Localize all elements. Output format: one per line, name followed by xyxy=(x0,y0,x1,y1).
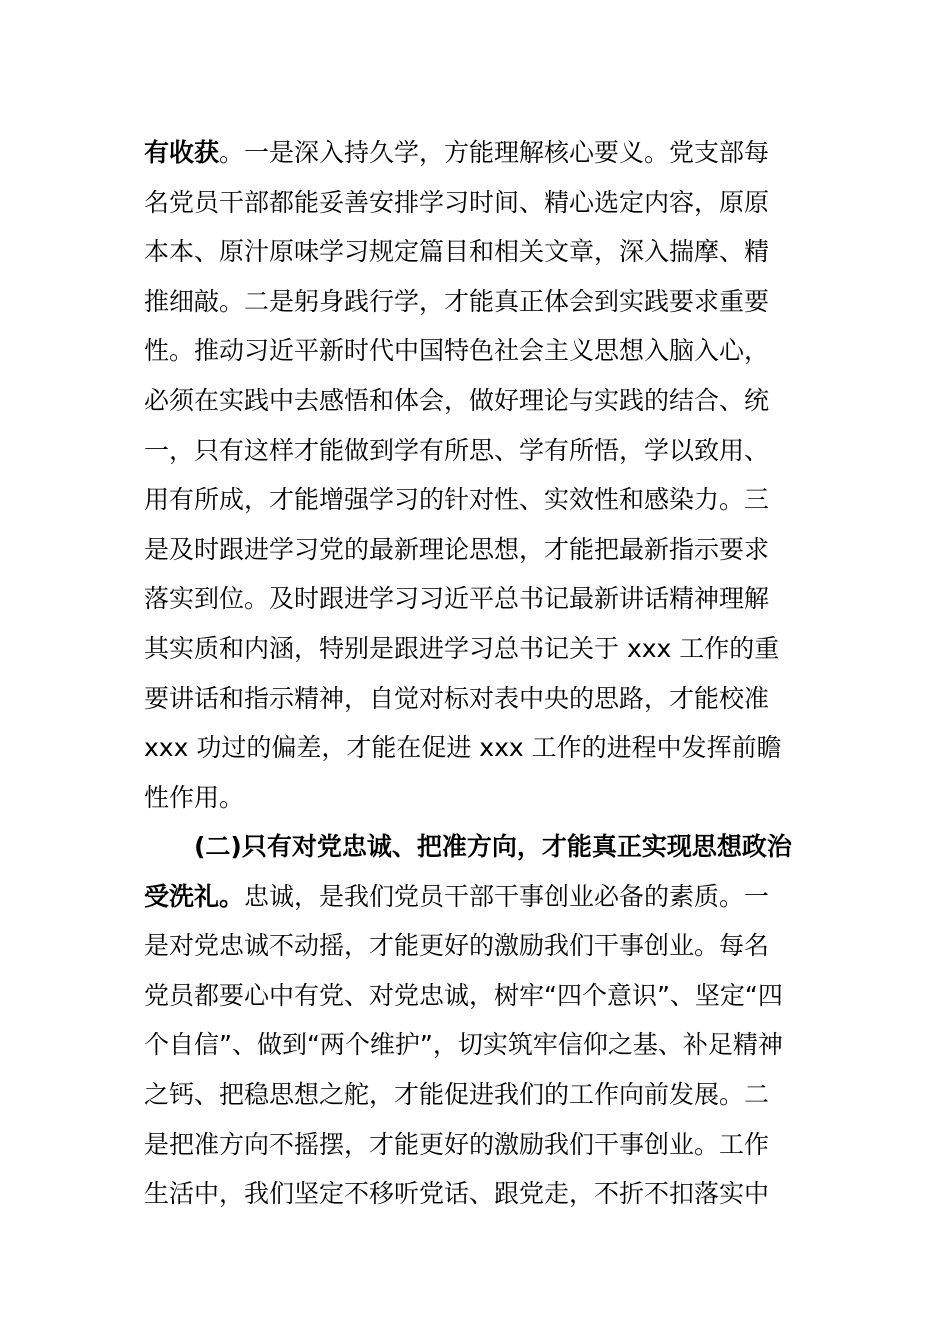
text-line: 党员都要心中有党、对党忠诚，树牢“四个意识”、坚定“四 xyxy=(144,980,783,1010)
text-line: 一，只有这样才能做到学有所思、学有所悟，学以致用、 xyxy=(144,435,770,465)
text-line: 推细敲。二是躬身践行学，才能真正体会到实践要求重要 xyxy=(144,286,770,316)
text-line: 是及时跟进学习党的最新理论思想，才能把最新指示要求 xyxy=(144,534,770,564)
text-line-content: 忠诚，是我们党员干部干事创业必备的素质。一 xyxy=(244,881,770,911)
text-line: xxx 功过的偏差，才能在促进 xxx 工作的进程中发挥前瞻 xyxy=(144,733,782,763)
paragraph-loyalty xyxy=(144,822,810,1219)
text-line: 性。推动习近平新时代中国特色社会主义思想入脑入心， xyxy=(144,336,770,366)
text-line: 是对党忠诚不动摇，才能更好的激励我们干事创业。每名 xyxy=(144,931,770,961)
paragraph-study xyxy=(144,128,810,822)
text-line xyxy=(144,872,810,922)
text-line: 生活中，我们坚定不移听党话、跟党走，不折不扣落实中 xyxy=(144,1179,770,1209)
text-line: 是把准方向不摇摆，才能更好的激励我们干事创业。工作 xyxy=(144,1129,770,1159)
text-line: 用有所成，才能增强学习的针对性、实效性和感染力。三 xyxy=(144,485,770,515)
text-line: 必须在实践中去感悟和体会，做好理论与实践的结合、统 xyxy=(144,385,770,415)
text-line: 落实到位。及时跟进学习习近平总书记最新讲话精神理解 xyxy=(144,584,770,614)
text-line: 名党员干部都能妥善安排学习时间、精心选定内容，原原 xyxy=(144,187,770,217)
bold-lead-text: 有收获 xyxy=(144,138,220,167)
text-line: 个自信”、做到“两个维护”，切实筑牢信仰之基、补足精神 xyxy=(144,1030,783,1060)
text-line: 之钙、把稳思想之舵，才能促进我们的工作向前发展。二 xyxy=(144,1079,770,1109)
section-heading: (二)只有对党忠诚、把准方向，才能真正实现思想政治 xyxy=(194,832,792,861)
text-line: 本本、原汁原味学习规定篇目和相关文章，深入揣摩、精 xyxy=(144,237,770,267)
text-line: 其实质和内涵，特别是跟进学习总书记关于 xxx 工作的重 xyxy=(144,633,780,663)
section-heading-end: 受洗礼。 xyxy=(144,881,245,911)
text-line: 要讲话和指示精神，自觉对标对表中央的思路，才能校准 xyxy=(144,683,770,713)
text-line: 性作用。 xyxy=(144,782,245,812)
text-line xyxy=(144,128,810,178)
text-line-content: 。一是深入持久学，方能理解核心要义。党支部每 xyxy=(219,138,770,167)
